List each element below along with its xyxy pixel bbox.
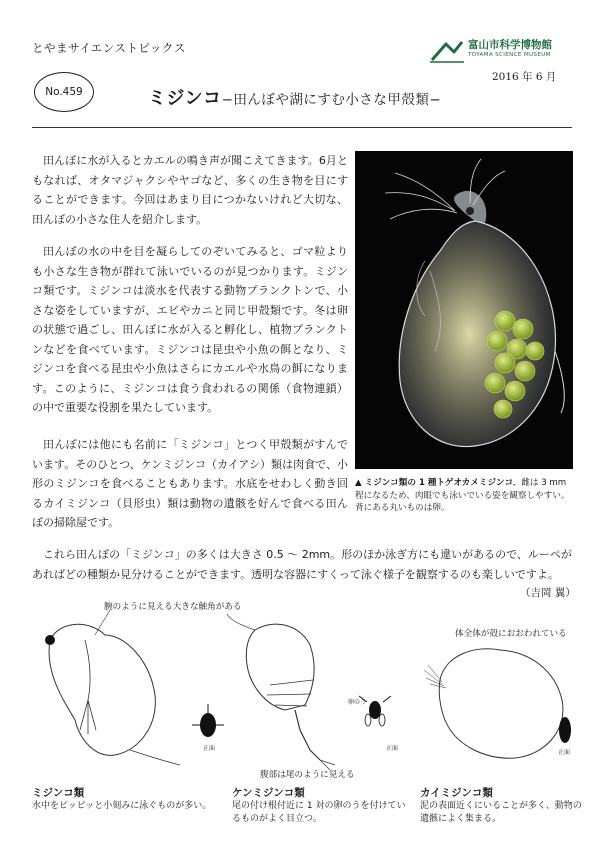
caption-heading: ▲ ミジンコ類の 1 種トゲオカメミジンコ．: [355, 478, 522, 488]
ostracod-front-label: 正面: [558, 749, 571, 756]
issue-number: No.459: [45, 86, 83, 98]
paragraph-1: 田んぼに水が入るとカエルの鳴き声が聞こえてきます。6月ともなれば、オタマジャクシやヤゴなど、多くの生き物を目にすることができます。今回はあまり目につかないけれど大切な、田んぼの小さな住人を紹介します。: [32, 154, 348, 226]
paragraph-2: 田んぼの水の中を目を凝らしてのぞいてみると、ゴマ粒よりも小さな生き物が群れて泳いでいるのが見つかります。ミジンコ類です。ミジンコは淡水を代表する動物プランクトンで、小さな姿をしていますが、エビやカニと同じ甲殻類です。冬は卵の状態で過ごし、田んぼに水が入ると孵化し、植物プランクトンなどを食べています。ミジンコは昆虫や小魚の餌となり、ミジンコを食べる昆虫や小魚はさらにカエルや水鳥の餌になります。このように、ミジンコは食う食われるの関係（食物連鎖）の中で重要な役割を果たしています。: [32, 245, 348, 414]
ostracod-title: カイミジンコ類: [420, 787, 493, 799]
ostracod-desc: 泥の表面近くにいることが多く、動物の遺骸によく集まる。: [420, 801, 582, 824]
title-subtitle: −田んぼや湖にすむ小さな甲殻類−: [221, 92, 442, 108]
series-title: とやまサイエンストピックス: [32, 41, 186, 55]
daphnia-photo: [355, 151, 573, 469]
copepod-front-label: 正面: [386, 745, 399, 752]
issue-date: 2016 年 6 月: [492, 71, 557, 83]
caption-text: 雌は 3 mm 程になるため、肉眼でも泳いでいる姿を観察しやすい。背にある丸いものは卵。: [355, 478, 570, 513]
cladocera-front-label: 正面: [203, 745, 216, 752]
page-title: [148, 84, 441, 110]
cladocera-illustration: [30, 600, 230, 775]
museum-name: 富山市科学博物館: [468, 39, 552, 51]
copepod-egg-label: 卵のう: [348, 699, 367, 706]
paragraph-3: 田んぼには他にも名前に「ミジンコ」とつく甲殻類がすんでいます。そのひとつ、ケンミジンコ（カイアシ）類は肉食で、小形のミジンコを食べることもあります。水底をせわしく動き回るカイミジンコ（貝形虫）類は動物の遺骸を好んで食べる田んぼの掃除屋です。: [32, 438, 348, 529]
cladocera-desc: 水中をピッピッと小刻みに泳ぐものが多い。: [32, 801, 212, 811]
title-main: ミジンコ: [148, 88, 222, 109]
copepod-title: ケンミジンコ類: [232, 787, 305, 799]
author: （吉岡 翼）: [520, 587, 576, 599]
header-divider: [32, 127, 572, 128]
copepod-tail-note: 腹部は尾のように見える: [260, 770, 355, 780]
photo-caption: [355, 477, 575, 515]
paragraph-4: これら田んぼの「ミジンコ」の多くは大きさ 0.5 〜 2mm。形のほか泳ぎ方にも違いがあるので、ルーペがあればどの種類か見分けることができます。透明な容器にすくって泳ぐ様子を観察するのも楽しいですよ。: [32, 548, 572, 581]
ostracod-note: 体全体が殻におおわれている: [455, 629, 567, 639]
cladocera-note: 腕のように見える大きな触角がある: [104, 602, 242, 612]
issue-number-badge: [34, 72, 94, 112]
copepod-illustration: [225, 610, 425, 780]
cladocera-title: ミジンコ類: [32, 787, 85, 799]
copepod-desc: 尾の付け根付近に 1 対の卵のうを付けているものがよく目立つ。: [232, 801, 406, 824]
museum-name-en: TOYAMA SCIENCE MUSEUM: [468, 52, 551, 58]
